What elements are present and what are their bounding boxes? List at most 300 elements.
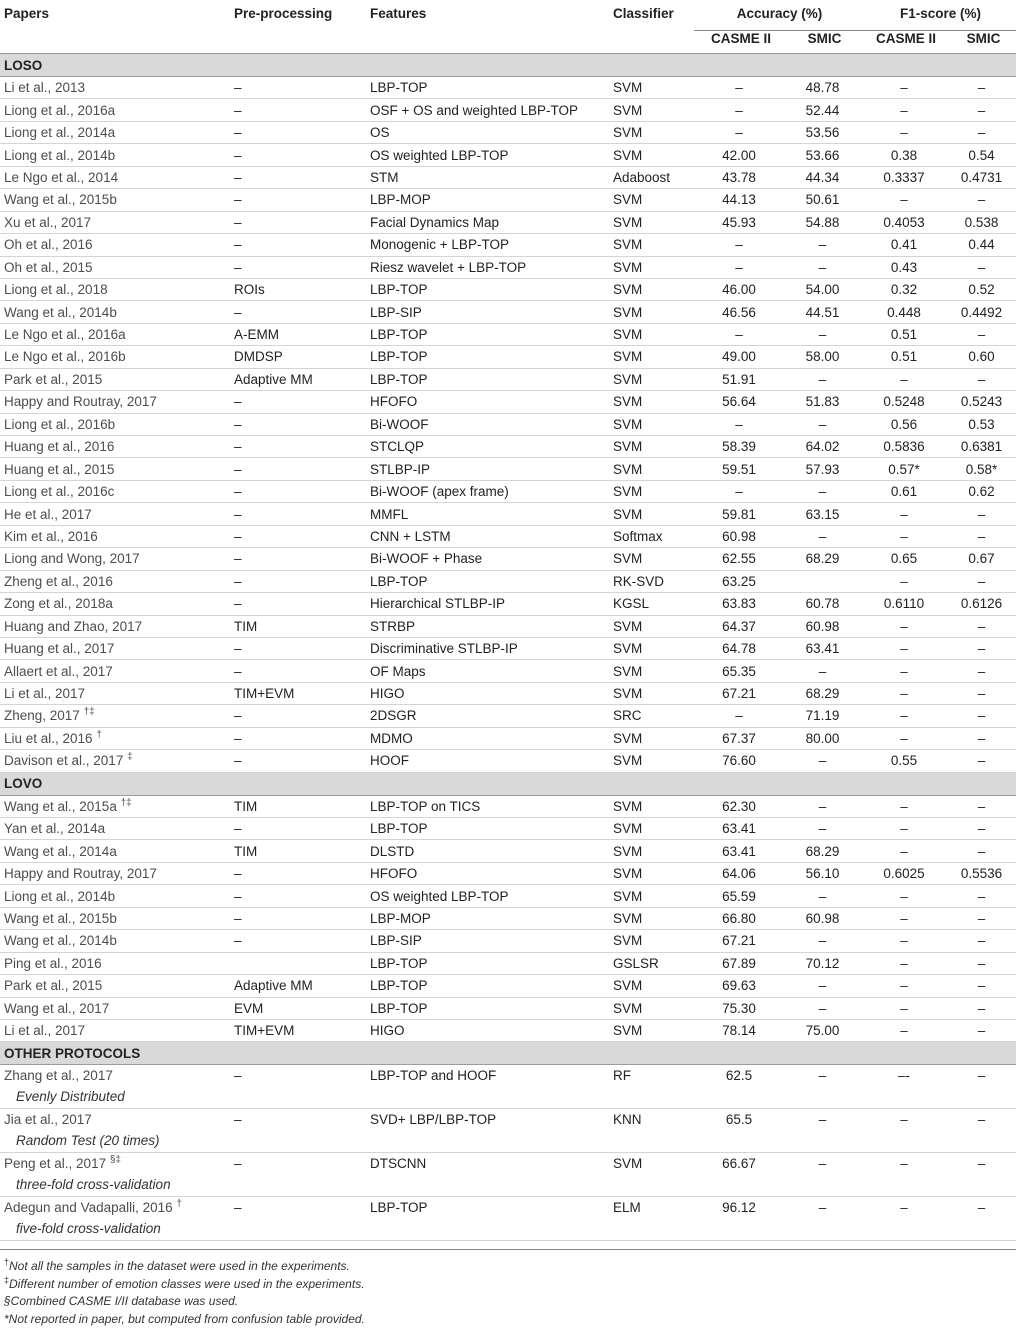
f1-casme-cell: –	[861, 682, 947, 704]
accuracy-casme-cell: 46.00	[694, 278, 784, 300]
accuracy-casme-cell: 58.39	[694, 436, 784, 458]
paper-name: He et al., 2017	[4, 506, 92, 522]
section-title: LOSO	[0, 54, 1016, 77]
accuracy-smic-cell: 54.88	[784, 211, 861, 233]
paper-cell	[0, 278, 230, 300]
footnote-mark: †‡	[83, 706, 95, 718]
paper-name: Huang and Zhao, 2017	[4, 618, 143, 634]
table-row	[0, 1109, 1016, 1153]
table-row	[0, 458, 1016, 480]
section-header	[0, 1042, 1016, 1065]
paper-cell	[0, 391, 230, 413]
paper-cell	[0, 660, 230, 682]
f1-casme-cell: –	[861, 975, 947, 997]
col-header-features: Features	[370, 6, 427, 21]
paper-name: Le Ngo et al., 2016a	[4, 327, 126, 343]
paper-cell	[0, 346, 230, 368]
paper-cell	[0, 413, 230, 435]
accuracy-smic-cell: –	[784, 256, 861, 278]
paper-name: Liong et al., 2018	[4, 282, 108, 298]
f1-smic-cell: –	[947, 997, 1016, 1019]
preprocessing-cell: –	[230, 301, 366, 323]
table-body	[0, 54, 1016, 1241]
features-cell: Monogenic + LBP-TOP	[366, 234, 609, 256]
table-row	[0, 637, 1016, 659]
paper-cell	[0, 840, 230, 862]
table-row	[0, 144, 1016, 166]
f1-casme-cell: 0.51	[861, 346, 947, 368]
features-cell: Bi-WOOF (apex frame)	[366, 480, 609, 502]
table-row	[0, 570, 1016, 592]
table-row	[0, 615, 1016, 637]
preprocessing-cell: TIM+EVM	[230, 1019, 366, 1041]
accuracy-casme-cell: –	[694, 413, 784, 435]
f1-smic-cell: –	[947, 615, 1016, 637]
paper-cell	[0, 436, 230, 458]
protocol-note: three-fold cross-validation	[16, 1177, 171, 1193]
accuracy-casme-cell: 63.25	[694, 570, 784, 592]
accuracy-smic-cell: –	[784, 525, 861, 547]
f1-casme-cell: 0.6110	[861, 593, 947, 615]
paper-cell	[0, 144, 230, 166]
paper-name: Davison et al., 2017	[4, 753, 124, 769]
f1-casme-cell: –	[861, 795, 947, 817]
preprocessing-cell: –	[230, 930, 366, 952]
features-cell: LBP-TOP	[366, 818, 609, 840]
features-cell: HIGO	[366, 1019, 609, 1041]
f1-smic-cell: 0.62	[947, 480, 1016, 502]
accuracy-casme-cell: 64.78	[694, 637, 784, 659]
header-row-2	[0, 31, 1016, 54]
paper-name: Le Ngo et al., 2016b	[4, 349, 126, 365]
preprocessing-cell: –	[230, 166, 366, 188]
classifier-cell: KNN	[609, 1109, 694, 1153]
paper-name: Park et al., 2015	[4, 978, 103, 994]
paper-name: Zheng et al., 2016	[4, 573, 113, 589]
accuracy-casme-cell: 64.06	[694, 862, 784, 884]
paper-cell	[0, 301, 230, 323]
accuracy-smic-cell: –	[784, 234, 861, 256]
paper-cell	[0, 862, 230, 884]
features-cell: Bi-WOOF + Phase	[366, 548, 609, 570]
f1-casme-cell: 0.5836	[861, 436, 947, 458]
section-title: LOVO	[0, 772, 1016, 795]
accuracy-smic-cell: 51.83	[784, 391, 861, 413]
preprocessing-cell: –	[230, 750, 366, 772]
features-cell: LBP-MOP	[366, 189, 609, 211]
preprocessing-cell: –	[230, 727, 366, 749]
accuracy-smic-cell: 54.00	[784, 278, 861, 300]
features-cell: OF Maps	[366, 660, 609, 682]
f1-casme-cell: –	[861, 77, 947, 99]
table-row	[0, 234, 1016, 256]
features-cell: LBP-MOP	[366, 907, 609, 929]
classifier-cell: SVM	[609, 818, 694, 840]
accuracy-casme-cell: 66.80	[694, 907, 784, 929]
preprocessing-cell: TIM+EVM	[230, 682, 366, 704]
classifier-cell: GSLSR	[609, 952, 694, 974]
table-row	[0, 1019, 1016, 1041]
paper-name: Zong et al., 2018a	[4, 596, 113, 612]
classifier-cell: SVM	[609, 144, 694, 166]
features-cell: STCLQP	[366, 436, 609, 458]
paper-cell	[0, 458, 230, 480]
features-cell: HIGO	[366, 682, 609, 704]
f1-smic-cell: –	[947, 323, 1016, 345]
classifier-cell: SVM	[609, 637, 694, 659]
features-cell: HFOFO	[366, 391, 609, 413]
accuracy-casme-cell: 64.37	[694, 615, 784, 637]
f1-smic-cell: –	[947, 637, 1016, 659]
preprocessing-cell: –	[230, 391, 366, 413]
classifier-cell: SVM	[609, 727, 694, 749]
paper-name: Liong et al., 2014a	[4, 125, 116, 141]
paper-cell	[0, 1065, 230, 1109]
paper-name: Liong et al., 2016b	[4, 416, 116, 432]
table-row	[0, 593, 1016, 615]
preprocessing-cell: –	[230, 458, 366, 480]
f1-casme-cell: 0.6025	[861, 862, 947, 884]
f1-smic-cell: –	[947, 1109, 1016, 1153]
table-row	[0, 750, 1016, 772]
features-cell: OS weighted LBP-TOP	[366, 885, 609, 907]
accuracy-smic-cell: –	[784, 323, 861, 345]
col-header-f1-smic: SMIC	[966, 31, 1001, 46]
classifier-cell: SVM	[609, 211, 694, 233]
f1-casme-cell: –	[861, 615, 947, 637]
f1-casme-cell: 0.32	[861, 278, 947, 300]
accuracy-smic-cell: 53.66	[784, 144, 861, 166]
table-row	[0, 391, 1016, 413]
classifier-cell: SVM	[609, 615, 694, 637]
classifier-cell: KGSL	[609, 593, 694, 615]
preprocessing-cell: –	[230, 436, 366, 458]
accuracy-smic-cell: –	[784, 1153, 861, 1197]
f1-casme-cell: –-	[861, 1065, 947, 1109]
paper-cell	[0, 548, 230, 570]
f1-smic-cell: –	[947, 368, 1016, 390]
paper-cell	[0, 975, 230, 997]
accuracy-smic-cell: 68.29	[784, 840, 861, 862]
accuracy-casme-cell: 42.00	[694, 144, 784, 166]
f1-smic-cell: 0.58*	[947, 458, 1016, 480]
footnote-mark: †‡	[120, 797, 132, 809]
preprocessing-cell: –	[230, 121, 366, 143]
paper-name: Wang et al., 2014b	[4, 304, 117, 320]
paper-cell	[0, 99, 230, 121]
classifier-cell: SVM	[609, 278, 694, 300]
table-row	[0, 660, 1016, 682]
f1-casme-cell: –	[861, 660, 947, 682]
table-row	[0, 525, 1016, 547]
f1-smic-cell: –	[947, 840, 1016, 862]
table-row	[0, 952, 1016, 974]
footnote-mark: †	[176, 1198, 182, 1210]
f1-smic-cell: 0.4731	[947, 166, 1016, 188]
features-cell: OS	[366, 121, 609, 143]
preprocessing-cell: –	[230, 637, 366, 659]
paper-cell	[0, 615, 230, 637]
f1-casme-cell: 0.55	[861, 750, 947, 772]
paper-cell	[0, 525, 230, 547]
col-group-accuracy: Accuracy (%)	[694, 0, 861, 31]
preprocessing-cell: –	[230, 189, 366, 211]
accuracy-casme-cell: 96.12	[694, 1197, 784, 1241]
features-cell: LBP-TOP	[366, 1197, 609, 1241]
features-cell: Hierarchical STLBP-IP	[366, 593, 609, 615]
preprocessing-cell: –	[230, 77, 366, 99]
preprocessing-cell: –	[230, 907, 366, 929]
features-cell: OSF + OS and weighted LBP-TOP	[366, 99, 609, 121]
table-row	[0, 727, 1016, 749]
paper-cell	[0, 323, 230, 345]
table-row	[0, 1065, 1016, 1109]
f1-casme-cell: –	[861, 705, 947, 727]
accuracy-casme-cell: 60.98	[694, 525, 784, 547]
accuracy-smic-cell: –	[784, 480, 861, 502]
preprocessing-cell: –	[230, 1153, 366, 1197]
f1-casme-cell: 0.4053	[861, 211, 947, 233]
accuracy-casme-cell: 78.14	[694, 1019, 784, 1041]
classifier-cell: SVM	[609, 189, 694, 211]
paper-cell	[0, 1197, 230, 1241]
table-row	[0, 997, 1016, 1019]
f1-smic-cell: 0.6381	[947, 436, 1016, 458]
f1-smic-cell: –	[947, 885, 1016, 907]
preprocessing-cell: –	[230, 144, 366, 166]
accuracy-casme-cell: 63.41	[694, 840, 784, 862]
classifier-cell: Adaboost	[609, 166, 694, 188]
f1-smic-cell: –	[947, 795, 1016, 817]
accuracy-smic-cell: 71.19	[784, 705, 861, 727]
preprocessing-cell: –	[230, 548, 366, 570]
paper-cell	[0, 682, 230, 704]
f1-casme-cell: –	[861, 907, 947, 929]
accuracy-smic-cell: 44.34	[784, 166, 861, 188]
features-cell: Discriminative STLBP-IP	[366, 637, 609, 659]
paper-name: Ping et al., 2016	[4, 955, 102, 971]
table-row	[0, 77, 1016, 99]
preprocessing-cell: Adaptive MM	[230, 975, 366, 997]
accuracy-smic-cell: –	[784, 997, 861, 1019]
f1-smic-cell: 0.538	[947, 211, 1016, 233]
accuracy-smic-cell: 64.02	[784, 436, 861, 458]
accuracy-smic-cell: –	[784, 885, 861, 907]
paper-name: Liong et al., 2016a	[4, 102, 116, 118]
table-row	[0, 548, 1016, 570]
f1-smic-cell: –	[947, 1019, 1016, 1041]
table-row	[0, 795, 1016, 817]
paper-cell	[0, 952, 230, 974]
footnote-mark: ‡	[127, 751, 133, 763]
classifier-cell: SVM	[609, 1019, 694, 1041]
accuracy-casme-cell: 44.13	[694, 189, 784, 211]
preprocessing-cell: –	[230, 593, 366, 615]
preprocessing-cell: EVM	[230, 997, 366, 1019]
accuracy-smic-cell	[784, 570, 861, 592]
features-cell: LBP-TOP	[366, 368, 609, 390]
features-cell: LBP-TOP	[366, 77, 609, 99]
f1-smic-cell: 0.53	[947, 413, 1016, 435]
col-header-classifier: Classifier	[613, 6, 674, 21]
accuracy-smic-cell: –	[784, 795, 861, 817]
accuracy-casme-cell: –	[694, 121, 784, 143]
preprocessing-cell: –	[230, 234, 366, 256]
f1-casme-cell: 0.41	[861, 234, 947, 256]
table-row	[0, 930, 1016, 952]
paper-cell	[0, 121, 230, 143]
preprocessing-cell: –	[230, 256, 366, 278]
protocol-note: Evenly Distributed	[16, 1089, 125, 1105]
section-header	[0, 54, 1016, 77]
f1-smic-cell: 0.67	[947, 548, 1016, 570]
paper-name: Liong and Wong, 2017	[4, 551, 140, 567]
classifier-cell: SVM	[609, 323, 694, 345]
classifier-cell: SVM	[609, 256, 694, 278]
features-cell: Facial Dynamics Map	[366, 211, 609, 233]
classifier-cell: SVM	[609, 862, 694, 884]
accuracy-casme-cell: 59.51	[694, 458, 784, 480]
paper-cell	[0, 234, 230, 256]
f1-smic-cell: 0.4492	[947, 301, 1016, 323]
f1-casme-cell: 0.56	[861, 413, 947, 435]
f1-smic-cell: 0.54	[947, 144, 1016, 166]
accuracy-smic-cell: 68.29	[784, 548, 861, 570]
features-cell: MDMO	[366, 727, 609, 749]
classifier-cell: SVM	[609, 77, 694, 99]
paper-cell	[0, 256, 230, 278]
paper-cell	[0, 1019, 230, 1041]
preprocessing-cell: TIM	[230, 615, 366, 637]
accuracy-casme-cell: –	[694, 480, 784, 502]
table-row	[0, 975, 1016, 997]
accuracy-casme-cell: 63.83	[694, 593, 784, 615]
paper-name: Oh et al., 2016	[4, 237, 93, 253]
features-cell: LBP-SIP	[366, 930, 609, 952]
preprocessing-cell: –	[230, 570, 366, 592]
paper-name: Li et al., 2017	[4, 686, 86, 702]
paper-cell	[0, 593, 230, 615]
f1-casme-cell: –	[861, 1019, 947, 1041]
f1-casme-cell: –	[861, 840, 947, 862]
classifier-cell: RF	[609, 1065, 694, 1109]
preprocessing-cell: –	[230, 705, 366, 727]
paper-cell	[0, 189, 230, 211]
classifier-cell: SVM	[609, 436, 694, 458]
accuracy-casme-cell: 63.41	[694, 818, 784, 840]
accuracy-smic-cell: –	[784, 1065, 861, 1109]
features-cell: LBP-TOP	[366, 997, 609, 1019]
classifier-cell: SVM	[609, 234, 694, 256]
preprocessing-cell: –	[230, 818, 366, 840]
f1-smic-cell: –	[947, 952, 1016, 974]
classifier-cell: SVM	[609, 503, 694, 525]
paper-name: Huang et al., 2017	[4, 641, 115, 657]
paper-cell	[0, 907, 230, 929]
f1-smic-cell: –	[947, 818, 1016, 840]
accuracy-smic-cell: –	[784, 930, 861, 952]
table-row	[0, 99, 1016, 121]
accuracy-smic-cell: 68.29	[784, 682, 861, 704]
f1-smic-cell: –	[947, 750, 1016, 772]
f1-smic-cell: –	[947, 570, 1016, 592]
accuracy-smic-cell: 52.44	[784, 99, 861, 121]
table-row	[0, 256, 1016, 278]
table-row	[0, 166, 1016, 188]
preprocessing-cell: TIM	[230, 840, 366, 862]
classifier-cell: SVM	[609, 346, 694, 368]
features-cell: LBP-TOP on TICS	[366, 795, 609, 817]
f1-smic-cell: 0.60	[947, 346, 1016, 368]
f1-smic-cell: –	[947, 727, 1016, 749]
f1-casme-cell: –	[861, 1109, 947, 1153]
f1-smic-cell: –	[947, 189, 1016, 211]
classifier-cell: RK-SVD	[609, 570, 694, 592]
accuracy-casme-cell: –	[694, 99, 784, 121]
f1-smic-cell: –	[947, 1153, 1016, 1197]
f1-smic-cell: –	[947, 907, 1016, 929]
classifier-cell: SVM	[609, 458, 694, 480]
protocol-note: Random Test (20 times)	[16, 1133, 160, 1149]
paper-name: Huang et al., 2016	[4, 439, 115, 455]
f1-casme-cell: 0.65	[861, 548, 947, 570]
paper-cell	[0, 727, 230, 749]
classifier-cell: SVM	[609, 1153, 694, 1197]
paper-name: Zhang et al., 2017	[4, 1068, 113, 1084]
table-row	[0, 211, 1016, 233]
paper-name: Yan et al., 2014a	[4, 821, 106, 837]
section-header	[0, 772, 1016, 795]
preprocessing-cell: –	[230, 480, 366, 502]
classifier-cell: SVM	[609, 682, 694, 704]
classifier-cell: SVM	[609, 660, 694, 682]
f1-smic-cell: 0.6126	[947, 593, 1016, 615]
preprocessing-cell: –	[230, 1109, 366, 1153]
col-group-f1: F1-score (%)	[861, 0, 1016, 31]
accuracy-smic-cell: 60.98	[784, 907, 861, 929]
features-cell: Riesz wavelet + LBP-TOP	[366, 256, 609, 278]
classifier-cell: SVM	[609, 885, 694, 907]
features-cell: MMFL	[366, 503, 609, 525]
f1-casme-cell: –	[861, 99, 947, 121]
accuracy-smic-cell: –	[784, 1109, 861, 1153]
paper-cell	[0, 818, 230, 840]
accuracy-smic-cell: –	[784, 413, 861, 435]
f1-casme-cell: 0.43	[861, 256, 947, 278]
f1-casme-cell: 0.38	[861, 144, 947, 166]
paper-cell	[0, 1153, 230, 1197]
table-row	[0, 480, 1016, 502]
table-row	[0, 436, 1016, 458]
accuracy-smic-cell: 60.98	[784, 615, 861, 637]
accuracy-casme-cell: 65.5	[694, 1109, 784, 1153]
accuracy-smic-cell: –	[784, 750, 861, 772]
f1-smic-cell: –	[947, 705, 1016, 727]
accuracy-smic-cell: 56.10	[784, 862, 861, 884]
features-cell: STLBP-IP	[366, 458, 609, 480]
accuracy-casme-cell: –	[694, 705, 784, 727]
paper-name: Wang et al., 2014b	[4, 933, 117, 949]
table-row	[0, 862, 1016, 884]
accuracy-casme-cell: 59.81	[694, 503, 784, 525]
paper-name: Kim et al., 2016	[4, 528, 98, 544]
paper-cell	[0, 480, 230, 502]
paper-cell	[0, 503, 230, 525]
table-row	[0, 121, 1016, 143]
f1-casme-cell: –	[861, 952, 947, 974]
f1-casme-cell: –	[861, 121, 947, 143]
protocol-note: five-fold cross-validation	[16, 1221, 161, 1237]
